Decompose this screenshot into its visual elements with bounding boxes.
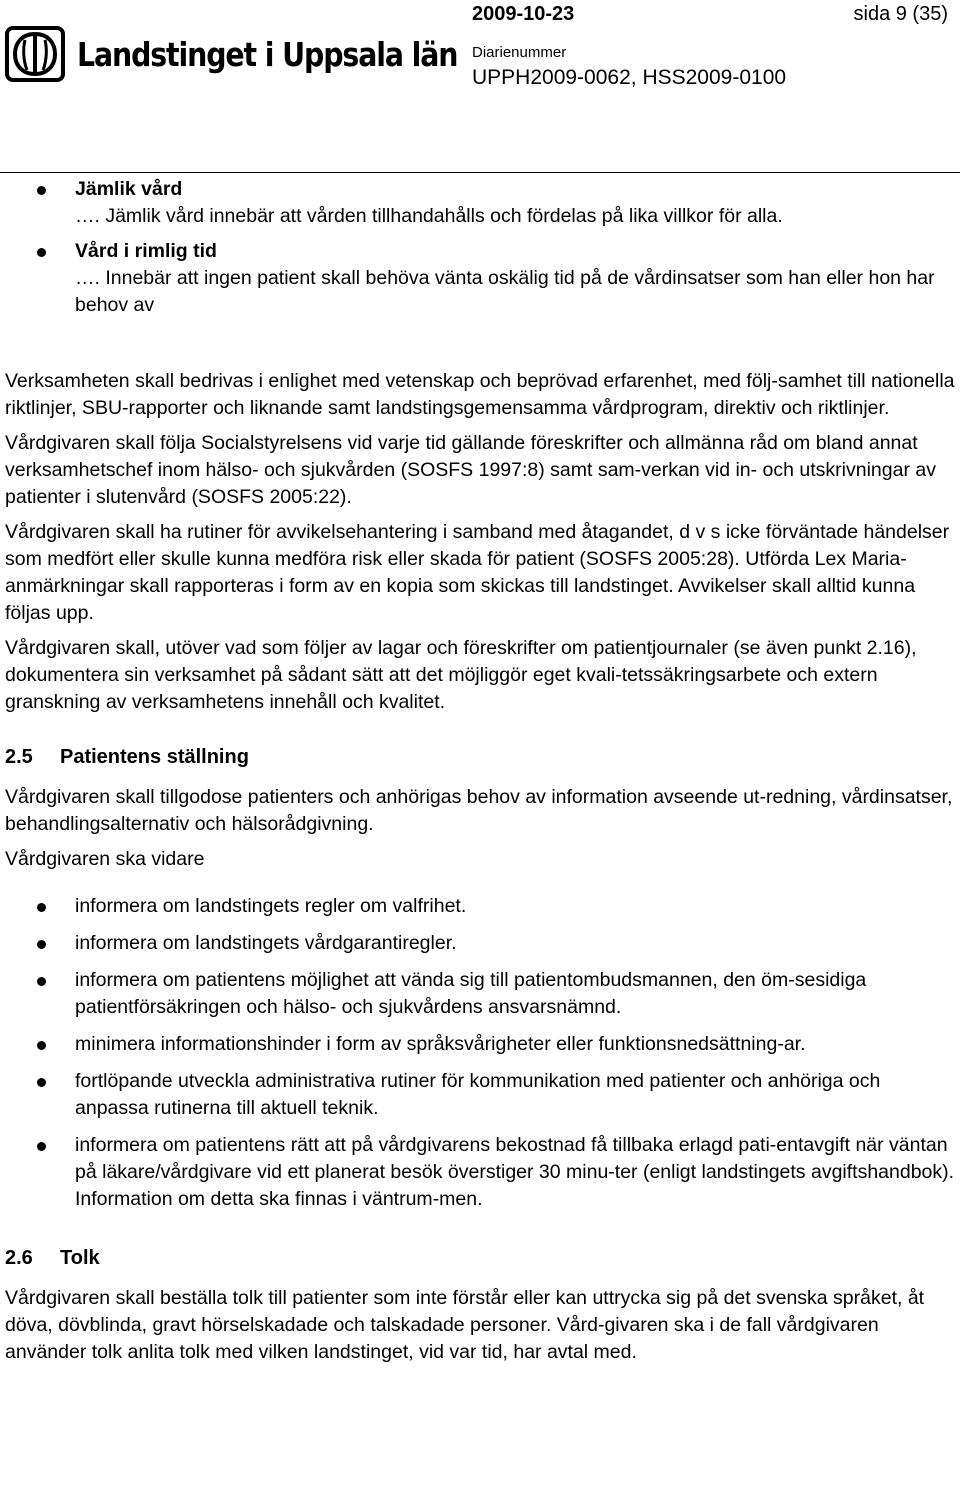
paragraph: Vårdgivaren skall följa Socialstyrelsens vid varje tid gällande föreskrifter och allmänna råd om bland annat verksamhetschef inom hälso- och sjukvården (SOSFS 1997:8) samt sam-verkan vid in- och utskrivningar av patienter i slutenvård (SOSFS 2005:22). bbox=[5, 432, 936, 508]
quality-list bbox=[5, 176, 955, 319]
list-item-text: …. Innebär att ingen patient skall behöva vänta oskälig tid på de vårdinsatser som han eller hon har behov av bbox=[75, 267, 935, 316]
paragraph: Verksamheten skall bedrivas i enlighet med vetenskap och beprövad erfarenhet, med följ-samhet till nationella riktlinjer, SBU-rapporter och liknande samt landstingsgemensamma vårdprogram, direktiv och riktlinjer. bbox=[5, 370, 955, 419]
duties-list bbox=[5, 893, 955, 1213]
list-item: minimera informationshinder i form av språksvårigheter eller funktionsnedsättning-ar. bbox=[5, 1031, 955, 1058]
list-item: informera om landstingets regler om valfrihet. bbox=[5, 893, 955, 920]
section-number: 2.6 bbox=[5, 1247, 33, 1269]
landstinget-logo-icon bbox=[5, 24, 65, 84]
list-item-title: Vård i rimlig tid bbox=[75, 240, 217, 262]
document-body bbox=[5, 176, 955, 1374]
diarie-number: UPPH2009-0062, HSS2009-0100 bbox=[472, 66, 787, 89]
logo bbox=[5, 24, 519, 84]
section-title: Tolk bbox=[60, 1247, 100, 1269]
document-date: 2009-10-23 bbox=[472, 3, 575, 25]
logo-text: Landstinget i Uppsala län bbox=[77, 34, 458, 74]
paragraph: Vårdgivaren skall tillgodose patienters och anhörigas behov av information avseende ut-redning, vårdinsatser, behandlingsalternativ och hälsorådgivning. bbox=[5, 786, 953, 835]
paragraph: Vårdgivaren ska vidare bbox=[5, 848, 205, 870]
paragraph: Vårdgivaren skall, utöver vad som följer av lagar och föreskrifter om patientjournaler (se även punkt 2.16), dokumentera sin verksamhet på sådant sätt att det möjliggör eget kvali-tetssäkringsarbete och extern granskning av verksamhetens innehåll och kvalitet. bbox=[5, 637, 917, 713]
list-item: informera om patientens rätt att på vårdgivarens bekostnad få tillbaka erlagd pati-entavgift när väntan på läkare/vårdgivare vid ett planerat besök överstiger 30 minu-ter (enligt landstingets avgiftshandbok). Information om detta ska finnas i väntrum-men. bbox=[5, 1132, 955, 1213]
list-item bbox=[5, 176, 955, 230]
paragraph: Vårdgivaren skall beställa tolk till patienter som inte förstår eller kan uttrycka sig på det svenska språket, åt döva, dövblinda, gravt hörselskadade och talskadade personer. Vård-givaren ska i de fall vårdgivaren använder tolk anlita tolk med vilken landstinget, vid var tid, har avtal med. bbox=[5, 1287, 925, 1363]
list-item: fortlöpande utveckla administrativa rutiner för kommunikation med patienter och anhöriga och anpassa rutinerna till aktuell teknik. bbox=[5, 1068, 955, 1122]
list-item: informera om landstingets vårdgarantiregler. bbox=[5, 930, 955, 957]
list-item bbox=[5, 238, 955, 319]
section-heading-2-6 bbox=[5, 1245, 955, 1272]
section-title: Patientens ställning bbox=[60, 746, 249, 768]
paragraph: Vårdgivaren skall ha rutiner för avvikelsehantering i samband med åtagandet, d v s icke förväntade händelser som medfört eller skulle kunna medföra risk eller skada för patient (SOSFS 2005:28). Utförda Lex Maria-anmärkningar skall rapporteras i form av en kopia som skickas till landstinget. Avvikelser skall alltid kunna följas upp. bbox=[5, 521, 950, 624]
list-item-title: Jämlik vård bbox=[75, 178, 183, 200]
header-divider bbox=[0, 172, 960, 173]
diarie-label: Diarienummer bbox=[472, 44, 567, 61]
list-item-text: …. Jämlik vård innebär att vården tillhandahålls och fördelas på lika villkor för alla. bbox=[75, 205, 783, 227]
section-number: 2.5 bbox=[5, 746, 33, 768]
section-heading-2-5 bbox=[5, 744, 955, 771]
list-item: informera om patientens möjlighet att vända sig till patientombudsmannen, den öm-sesidiga patientförsäkringen och hälso- och sjukvårdens ansvarsnämnd. bbox=[5, 967, 955, 1021]
page-number: sida 9 (35) bbox=[853, 3, 948, 25]
